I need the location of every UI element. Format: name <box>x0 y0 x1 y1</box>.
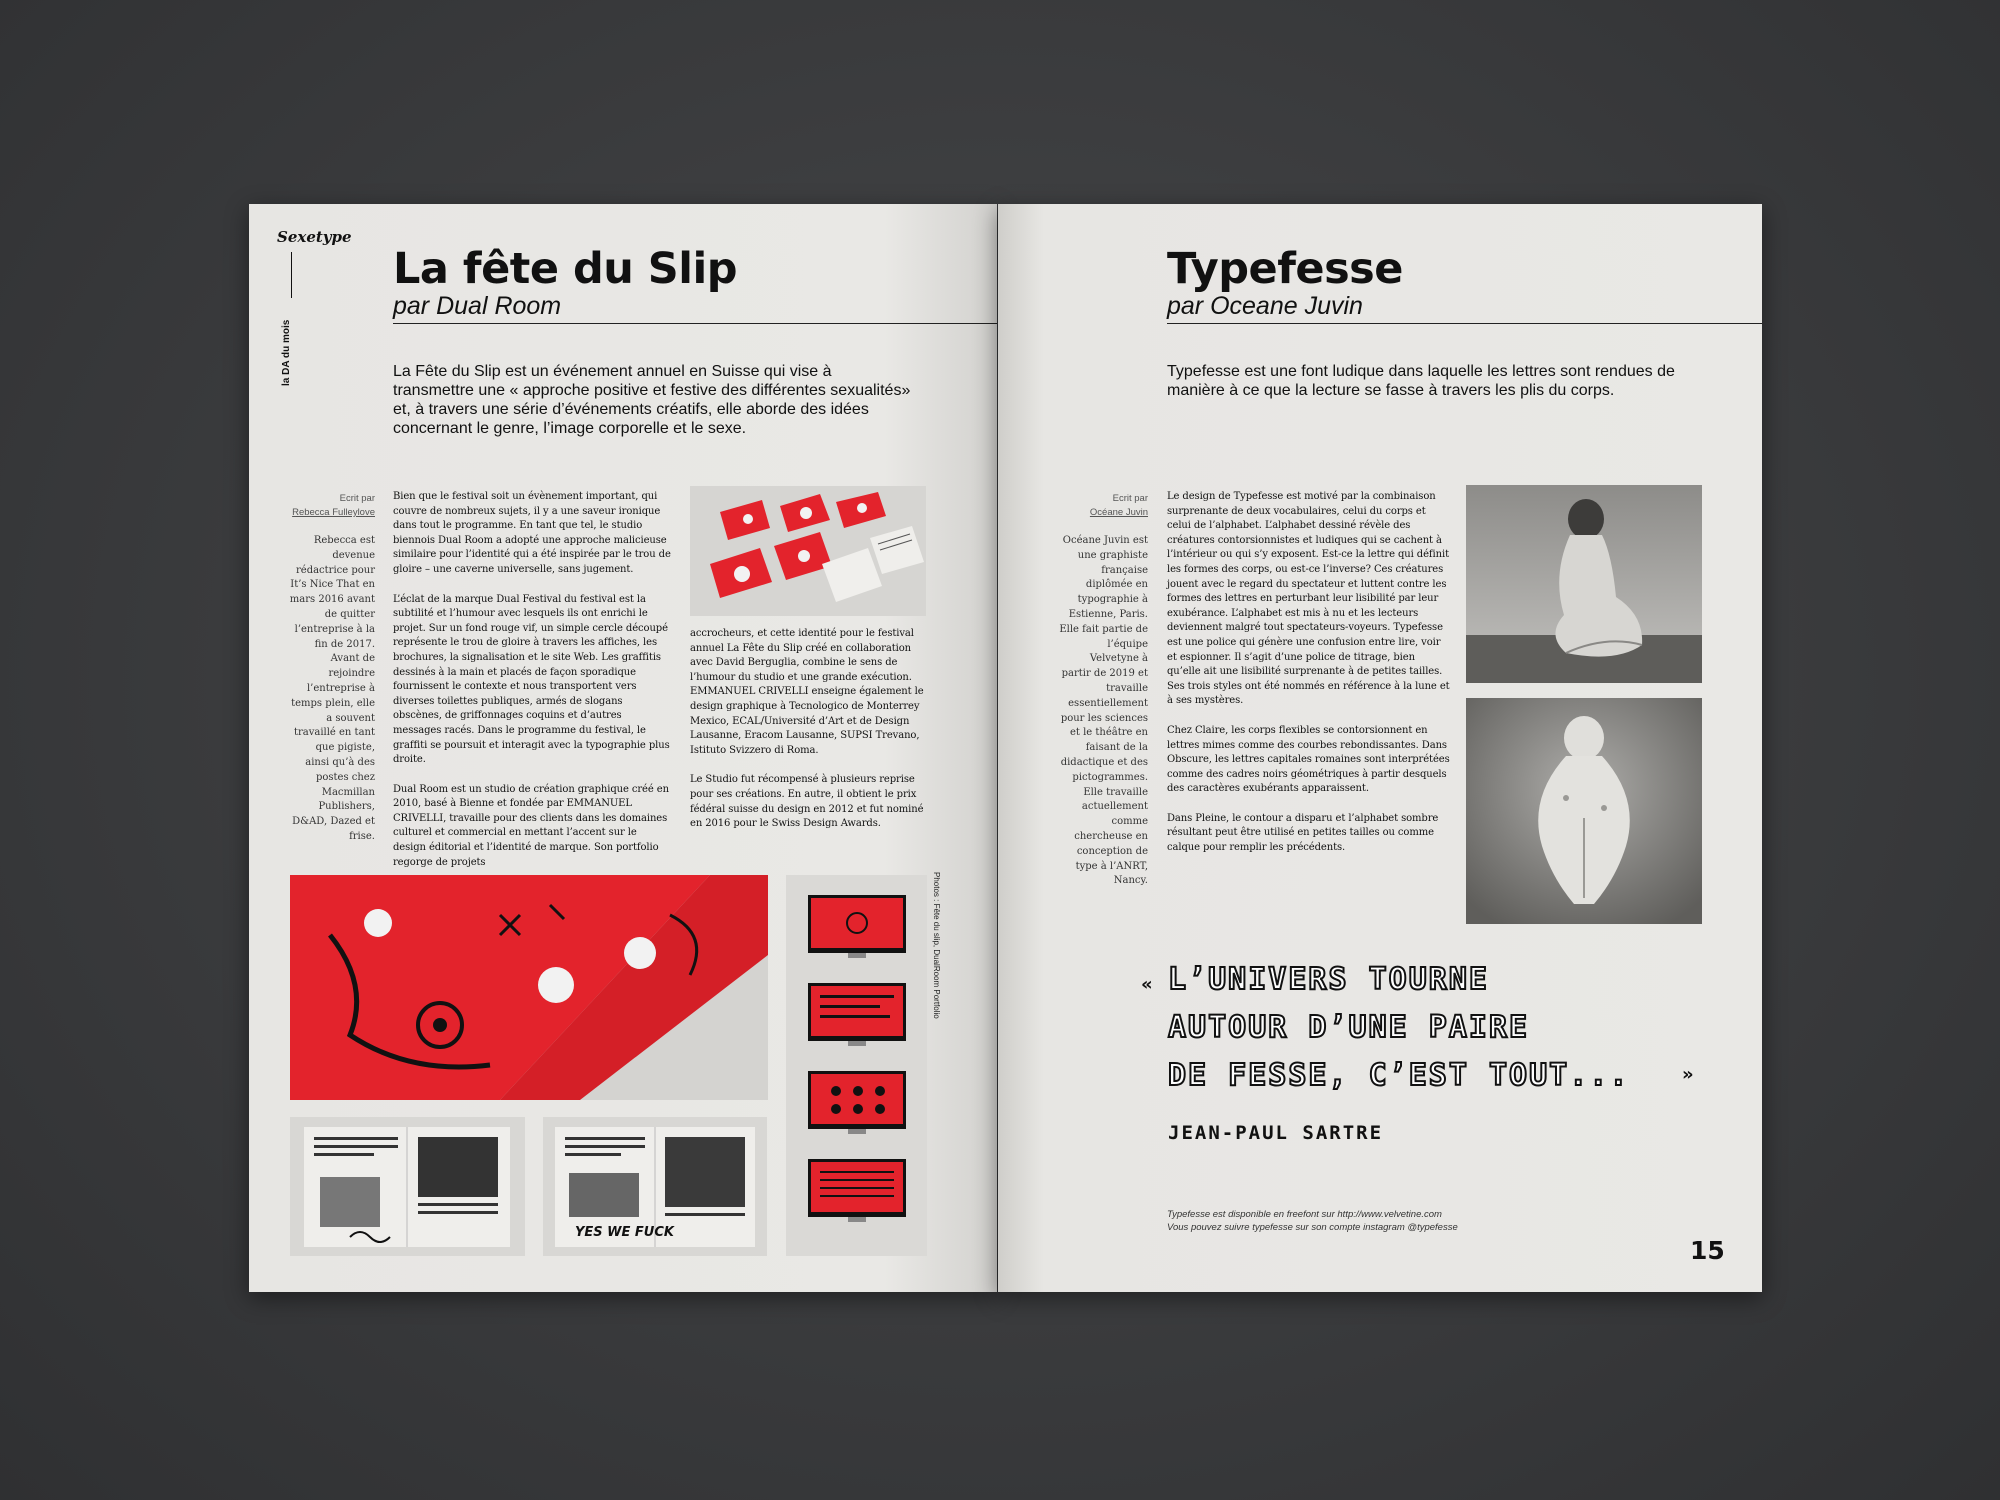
photo-credit: Photos : Fête du slip, DualRoom Portfolio <box>932 872 941 1019</box>
footer-note <box>1167 1208 1627 1234</box>
article-byline: par Oceane Juvin <box>1167 292 1363 320</box>
photo-seated-figure <box>1466 485 1702 683</box>
paragraph: accrocheurs, et cette identité pour le festival annuel La Fête du Slip créé en collaboration avec David Berguglia, combine le sens de l’humour du studio et une grande exécution. EMMANUEL CRIVELLI enseigne également le design graphique à Tecnologico de Monterrey Mexico, ECAL/Université d’Art et de Design Lausanne, Eracom Lausanne, SUPSI Trevano, Istituto Svizzero di Roma. <box>690 628 924 756</box>
quote-close-mark: » <box>1682 1064 1694 1085</box>
left-page <box>249 204 997 1292</box>
quote-open-mark: « <box>1141 974 1153 995</box>
quote-author: JEAN-PAUL SARTRE <box>1168 1122 1384 1144</box>
body-column <box>1167 490 1451 856</box>
author-link[interactable]: Océane Juvin <box>1089 507 1148 518</box>
paragraph: L’éclat de la marque Dual Festival du festival est la subtilité et l’humour avec lesquels ils ont enrichi le projet. Sur un fond rouge vif, un simple cercle découpé représente le trou de gloire à travers les affiches, les brochures, la signalisation et le site Web. Les graffitis dessinés à la main et placés de façon sporadique fournissent le contexte et nous transportent vers diverses toilettes publiques, armés de slogans obscènes, de griffonnages coquins et d’autres messages racés. Dans le programme du festival, le graffiti se poursuit et interagit avec la typographie plus droite. <box>393 593 670 766</box>
article-intro: Typefesse est une font ludique dans laquelle les lettres sont rendues de manière à ce que la lecture se fasse à travers les plis du corps. <box>1167 363 1675 399</box>
photo-website-screens <box>786 875 927 1256</box>
right-page <box>998 204 1762 1292</box>
author-bio: Rebecca est devenue rédactrice pour It’s Nice That en mars 2016 avant de quitter l’entreprise à la fin de 2017. Avant de rejoindre l’entreprise à temps plein, elle a souvent travaillé en tant que pigiste, ainsi qu’à des postes chez Macmillan Publishers, D&AD, Dazed et frise. <box>289 535 375 842</box>
magazine-logo: Sexetype <box>277 228 352 246</box>
pull-quote <box>1168 956 1728 1100</box>
paragraph: Bien que le festival soit un évènement important, qui couvre de nombreux sujets, il y a une saveur ironique dans tout le programme. En tant que tel, le studio biennois Dual Room a adopté une approche malicieuse similaire pour l’identité qui a été inspirée par le trou de gloire – une caverne universelle, sans jugement. <box>393 491 671 575</box>
article-title: Typefesse <box>1167 244 1403 294</box>
logo-rule <box>291 252 292 298</box>
paragraph: Dans Pleine, le contour a disparu et l’alphabet sombre résultant peut être utilisé en petites tailles ou comme calque pour remplir les précédents. <box>1167 812 1439 854</box>
article-intro: La Fête du Slip est un événement annuel en Suisse qui vise à transmettre une « approche positive et festive des différentes sexualités» et, à travers une série d’événements créatifs, elle aborde des idées concernant le genre, l’image corporelle et le sexe. <box>393 363 911 437</box>
paragraph: Le design de Typefesse est motivé par la combinaison surprenante de deux vocabulaires, celui du corps et celui de l’alphabet. L’alphabet dessiné révèle des créatures contorsionnistes et ludiques qui se cachent à l’intérieur ou qui s’y exposent. Est-ce la lettre qui définit les formes des corps, ou est-ce l’inverse? Ces créatures jouent avec le regard du spectateur et luttent contre les formes des lettres en perturbant leur lisibilité par leur exubérance. L’alphabet est mis à nu et les lecteurs deviennent malgré tout spectateurs-voyeurs. Typefesse est une police qui génère une confusion entre lire, voir et espionner. Il s’agit d’une police de titrage, bien qu’elle ait une lisibilité surprenante à de petites tailles. Ses trois styles ont été nommés en référence à la lune et à ses mystères. <box>1167 491 1450 707</box>
title-rule <box>1167 323 1762 324</box>
footer-line: Vous pouvez suivre typefesse sur son compte instagram @typefesse <box>1167 1222 1458 1233</box>
paragraph: Le Studio fut récompensé à plusieurs reprise pour ses créations. En autre, il obtient le prix fédéral suisse du design en 2012 et fut nominé en 2016 pour le Swiss Design Awards. <box>690 774 924 830</box>
graffiti-text: YES WE FUCK <box>575 1225 674 1240</box>
author-bio: Océane Juvin est une graphiste française diplômée en typographie à Estienne, Paris. Elle fait partie de l’équipe Velvetyne à partir de 2019 et travaille essentiellement pour les sciences et le théâtre en faisant de la didactique et des pictogrammes. Elle travaille actuellement comme chercheuse en conception de type à l’ANRT, Nancy. <box>1059 535 1148 887</box>
page-number: 15 <box>1690 1236 1725 1265</box>
photo-red-poster <box>290 875 768 1100</box>
photo-venus-figurine <box>1466 698 1702 924</box>
paragraph: Chez Claire, les corps flexibles se contorsionnent en lettres mimes comme des courbes rebondissantes. Dans Obscure, les lettres capitales romaines sont interprétées comme des cadres noirs géométriques à partir desquels des caractères exubérants apparaissent. <box>1167 724 1450 795</box>
paragraph: Dual Room est un studio de création graphique créé en 2010, basé à Bienne et fondée par EMMANUEL CRIVELLI, travaille pour des clients dans les domaines culturel et commercial en mettant l’accent sur le design éditorial et l’identité de marque. Son portfolio regorge de projets <box>393 783 669 868</box>
body-column-2 <box>690 627 926 832</box>
section-tag: la DA du mois <box>281 319 292 386</box>
photo-red-cards <box>690 486 926 616</box>
author-link[interactable]: Rebecca Fulleylove <box>292 507 375 518</box>
footer-line: Typefesse est disponible en freefont sur http://www.velvetine.com <box>1167 1209 1442 1220</box>
photo-spread-1 <box>290 1117 525 1256</box>
title-rule <box>393 323 997 324</box>
credit-label: Ecrit par <box>1112 493 1148 504</box>
article-byline: par Dual Room <box>393 292 562 320</box>
quote-line: AUTOUR D’UNE PAIRE <box>1168 1010 1530 1045</box>
quote-line: DE FESSE, C’EST TOUT... <box>1168 1058 1630 1093</box>
quote-line: L’UNIVERS TOURNE <box>1168 962 1489 997</box>
photo-spread-2 <box>543 1117 767 1256</box>
article-title: La fête du Slip <box>393 244 738 294</box>
credit-label: Ecrit par <box>339 493 375 504</box>
body-column-1 <box>393 490 671 870</box>
